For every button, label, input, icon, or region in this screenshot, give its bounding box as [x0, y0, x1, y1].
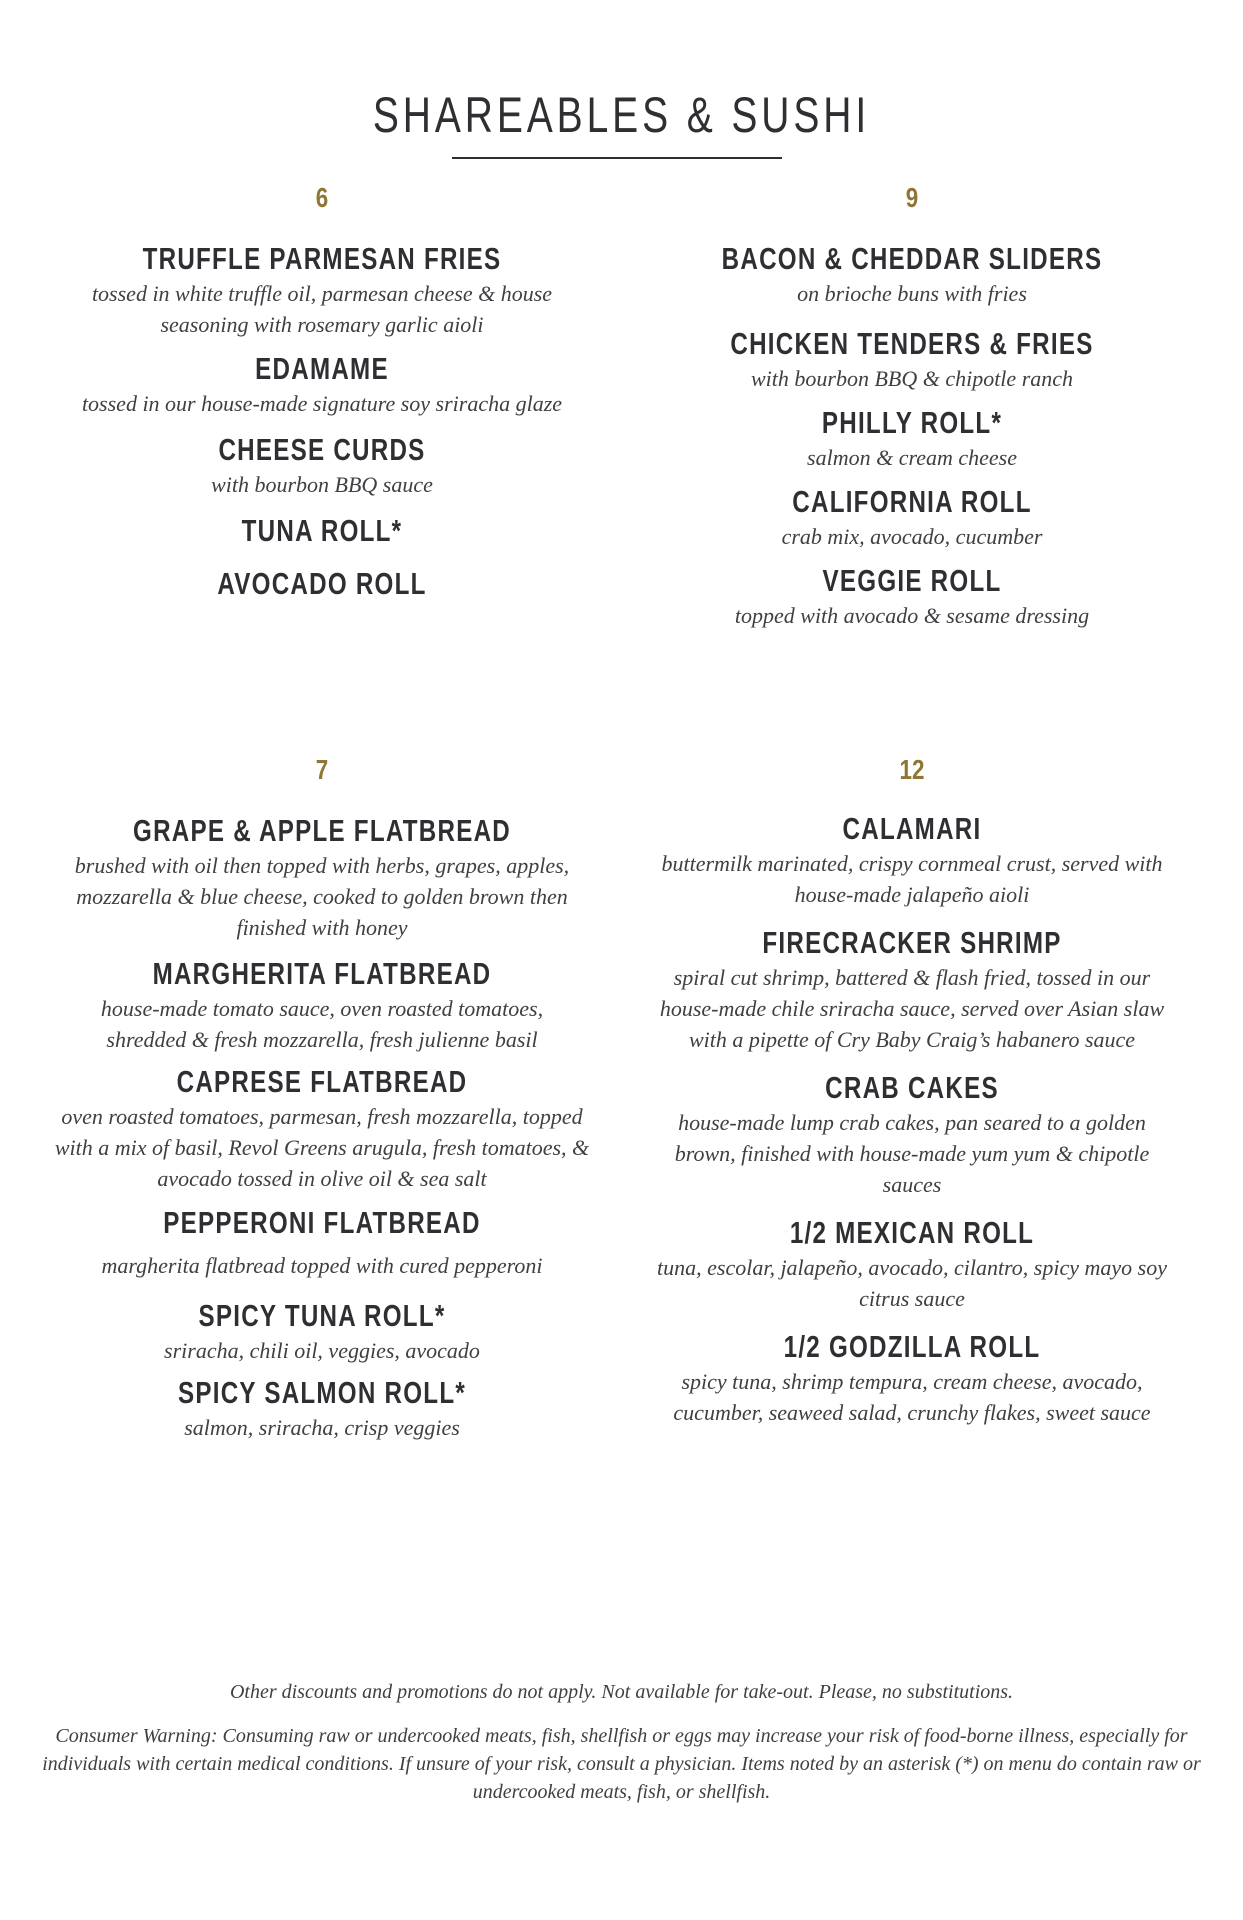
item-name: FIRECRACKER SHRIMP — [762, 925, 1062, 960]
item-description: crab mix, avocado, cucumber — [781, 524, 1043, 549]
item-description: topped with avocado & sesame dressing — [734, 603, 1090, 628]
item-name: PHILLY ROLL* — [821, 405, 1003, 440]
menu-item — [42, 1204, 602, 1281]
menu-item — [632, 404, 1192, 473]
item-description: oven roasted tomatoes, parmesan, fresh mozzarella, topped with a mix of basil, Revol Greens arugula, fresh tomatoes, & avocado tossed in olive oil & sea salt — [54, 1104, 590, 1191]
page-title: SHAREABLES & SUSHI — [372, 87, 871, 143]
section-price: 12 — [899, 754, 925, 785]
item-name: SPICY TUNA ROLL* — [198, 1298, 446, 1333]
item-description: tuna, escolar, jalapeño, avocado, cilantro, spicy mayo soy citrus sauce — [657, 1255, 1167, 1311]
item-description: spiral cut shrimp, battered & flash fried, tossed in our house-made chile sriracha sauce, served over Asian slaw with a pipette of Cry Baby Craig’s habanero sauce — [659, 965, 1165, 1052]
menu-item — [42, 512, 602, 550]
item-description: with bourbon BBQ sauce — [211, 472, 433, 497]
menu-item — [42, 1297, 602, 1366]
menu-item — [632, 562, 1192, 631]
item-name: CHEESE CURDS — [218, 432, 426, 467]
menu-item — [632, 1328, 1192, 1428]
menu-item — [42, 955, 602, 1055]
item-description: house-made lump crab cakes, pan seared to a golden brown, finished with house-made yum yum & chipotle sauces — [674, 1110, 1150, 1197]
title-divider — [452, 157, 782, 159]
item-description: buttermilk marinated, crispy cornmeal crust, served with house-made jalapeño aioli — [661, 851, 1163, 907]
item-name: SPICY SALMON ROLL* — [177, 1375, 467, 1410]
menu-item — [632, 483, 1192, 552]
item-description: margherita flatbread topped with cured pepperoni — [101, 1253, 543, 1278]
item-description: salmon, sriracha, crisp veggies — [184, 1415, 460, 1440]
item-name: VEGGIE ROLL — [822, 563, 1002, 598]
item-description: on brioche buns with fries — [797, 281, 1027, 306]
menu-item — [42, 565, 602, 603]
item-name: BACON & CHEDDAR SLIDERS — [721, 241, 1103, 276]
item-description: tossed in white truffle oil, parmesan cheese & house seasoning with rosemary garlic aioli — [91, 281, 553, 337]
section-price-6 — [42, 180, 602, 603]
menu-item — [632, 924, 1192, 1055]
item-name: GRAPE & APPLE FLATBREAD — [133, 813, 511, 848]
consumer-warning: Consumer Warning: Consuming raw or undercooked meats, fish, shellfish or eggs may increase your risk of food-borne illness, especially for individuals with certain medical conditions. If unsure of your risk, consult a physician. Items noted by an asterisk (*) on menu do contain raw or undercooked meats, fish, or shellfish. — [42, 1725, 1201, 1803]
item-name: EDAMAME — [255, 351, 389, 386]
footer-notice: Other discounts and promotions do not apply. Not available for take-out. Please, no substitutions. — [229, 1681, 1014, 1703]
item-description: with bourbon BBQ & chipotle ranch — [750, 366, 1074, 391]
section-price-12 — [632, 752, 1192, 1428]
item-description: salmon & cream cheese — [807, 445, 1017, 470]
item-name: CALIFORNIA ROLL — [792, 484, 1032, 519]
section-price-9 — [632, 180, 1192, 631]
item-name: CAPRESE FLATBREAD — [176, 1064, 468, 1099]
item-name: TRUFFLE PARMESAN FRIES — [142, 241, 502, 276]
item-name: 1/2 MEXICAN ROLL — [789, 1215, 1035, 1250]
item-description: tossed in our house-made signature soy sriracha glaze — [81, 391, 563, 416]
item-name: AVOCADO ROLL — [217, 566, 427, 601]
item-name: CHICKEN TENDERS & FRIES — [730, 326, 1094, 361]
section-price: 9 — [905, 182, 919, 213]
menu-item — [632, 810, 1192, 910]
section-price-7 — [42, 752, 602, 1443]
item-name: 1/2 GODZILLA ROLL — [783, 1329, 1041, 1364]
menu-item — [42, 350, 602, 419]
menu-item — [42, 240, 602, 340]
item-name: CALAMARI — [842, 811, 982, 846]
menu-item — [42, 812, 602, 943]
item-name: CRAB CAKES — [825, 1070, 999, 1105]
item-name: PEPPERONI FLATBREAD — [163, 1205, 481, 1240]
menu-item — [632, 240, 1192, 309]
item-name: MARGHERITA FLATBREAD — [152, 956, 492, 991]
menu-item — [42, 1063, 602, 1194]
section-price: 7 — [315, 754, 329, 785]
item-description: spicy tuna, shrimp tempura, cream cheese, avocado, cucumber, seaweed salad, crunchy flakes, sweet sauce — [673, 1369, 1151, 1425]
section-price: 6 — [315, 182, 329, 213]
item-description: sriracha, chili oil, veggies, avocado — [164, 1338, 480, 1363]
item-description: brushed with oil then topped with herbs, grapes, apples, mozzarella & blue cheese, cooked to golden brown then finished with honey — [74, 853, 570, 940]
menu-item — [632, 325, 1192, 394]
item-name: TUNA ROLL* — [241, 513, 403, 548]
menu-item — [42, 431, 602, 500]
item-description: house-made tomato sauce, oven roasted tomatoes, shredded & fresh mozzarella, fresh julienne basil — [100, 996, 544, 1052]
menu-item — [632, 1214, 1192, 1314]
menu-item — [632, 1069, 1192, 1200]
menu-item — [42, 1374, 602, 1443]
